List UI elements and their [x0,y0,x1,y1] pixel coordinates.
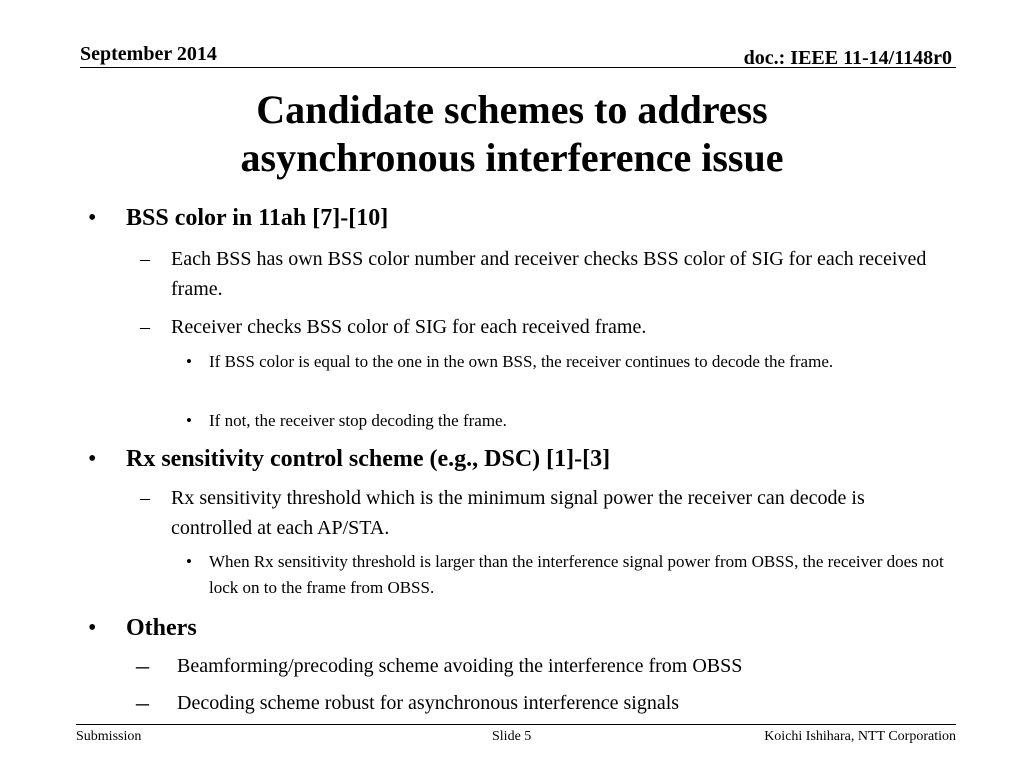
bullet-level3: • [186,411,192,430]
bullet-level1: • [88,615,97,641]
footer-submission: Submission [76,729,142,744]
sub-list-item [186,349,946,375]
header-doc-id: doc.: IEEE 11-14/1148r0 [743,47,952,69]
bullet-level3: • [186,352,192,371]
list-item [140,244,940,304]
section-heading-text: Others [126,615,197,641]
bullet-level3: • [186,552,192,571]
bullet-level2: – [140,487,150,509]
list-item-text: Receiver checks BSS color of SIG for each received frame. [171,316,647,338]
list-item-text: Beamforming/precoding scheme avoiding the interference from OBSS [177,655,743,677]
list-item-text: Rx sensitivity threshold which is the minimum signal power the receiver can decode is controlled at each AP/STA. [171,487,865,539]
header-date: September 2014 [80,43,217,65]
slide-title-line-2: asynchronous interference issue [240,135,784,180]
list-item [136,651,936,681]
list-item-text: Each BSS has own BSS color number and receiver checks BSS color of SIG for each received frame. [171,248,927,300]
footer-slide-number: Slide 5 [492,729,532,744]
section-heading-text: BSS color in 11ah [7]-[10] [126,205,389,231]
sub-list-item-text: When Rx sensitivity threshold is larger than the interference signal power from OBSS, the receiver does not lock on to the frame from OBSS. [209,552,944,597]
sub-list-item [186,408,946,434]
footer-divider [76,724,956,725]
bullet-level2: – [140,248,150,270]
bullet-level2: – [136,651,149,680]
list-item [140,312,940,342]
list-item [140,483,940,543]
sub-list-item-text: If not, the receiver stop decoding the frame. [209,411,507,430]
footer-author: Koichi Ishihara, NTT Corporation [764,729,956,744]
sub-list-item [186,549,946,601]
section-heading-text: Rx sensitivity control scheme (e.g., DSC) [1]-[3] [126,446,611,472]
slide-title-line-1: Candidate schemes to address [256,87,768,132]
list-item [136,688,936,718]
bullet-level1: • [88,205,97,231]
sub-list-item-text: If BSS color is equal to the one in the own BSS, the receiver continues to decode the frame. [209,352,834,371]
bullet-level2: – [140,316,150,338]
list-item-text: Decoding scheme robust for asynchronous interference signals [177,692,680,714]
bullet-level1: • [88,446,97,472]
bullet-level2: – [136,688,149,717]
